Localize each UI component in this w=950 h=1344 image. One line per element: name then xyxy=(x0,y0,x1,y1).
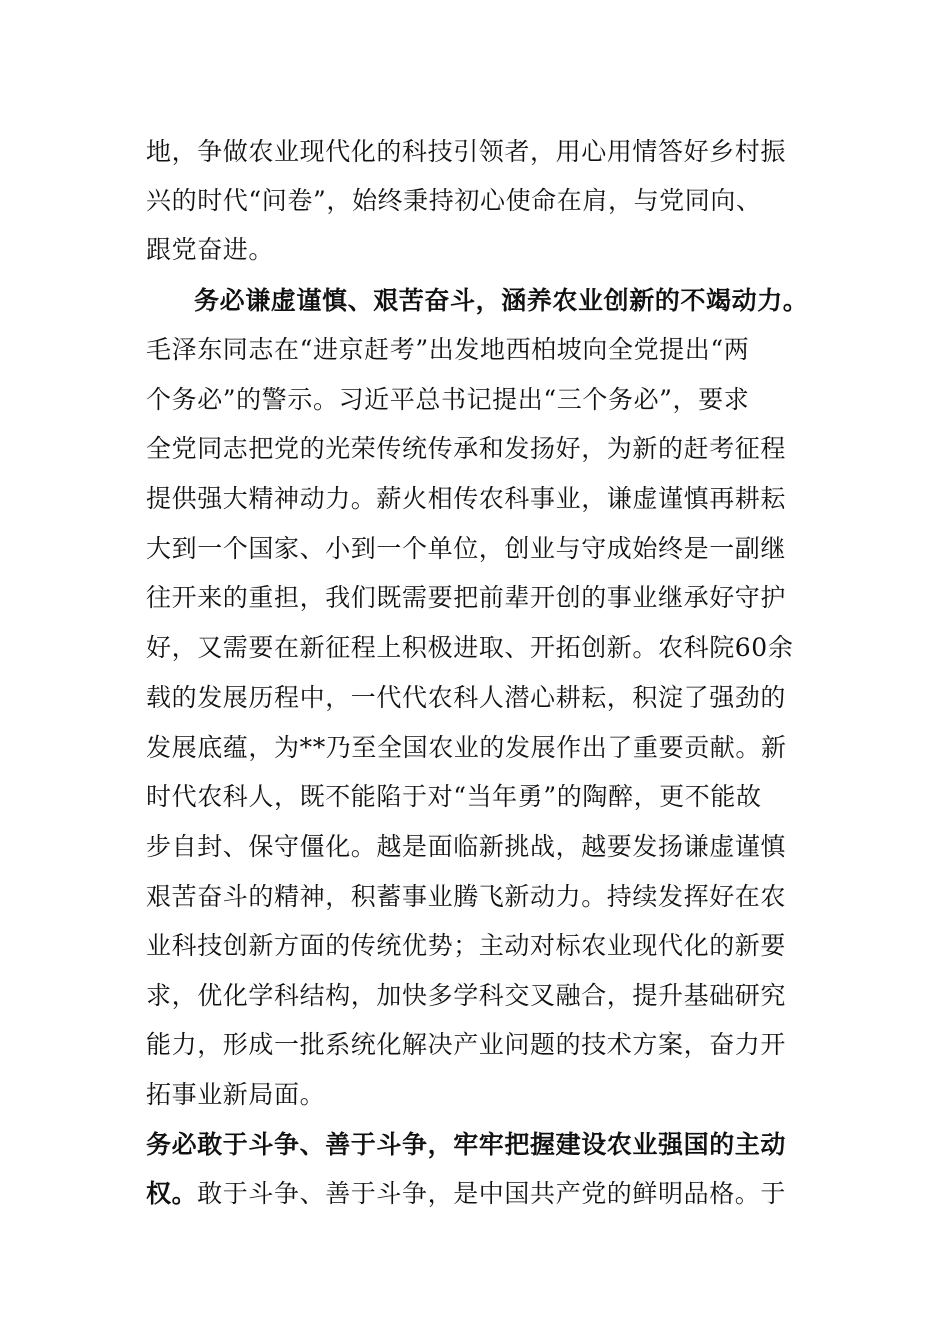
line-continuation: 敢于斗争、善于斗争，是中国共产党的鲜明品格。于 xyxy=(197,1179,787,1208)
text-line: 兴的时代“问卷”，始终秉持初心使命在肩，与党同向、 xyxy=(146,186,762,215)
text-line: 毛泽东同志在“进京赶考”出发地西柏坡向全党提出“两 xyxy=(146,335,750,364)
text-line: 提供强大精神动力。薪火相传农科事业，谦虚谨慎再耕耘 xyxy=(146,484,787,513)
text-line: 时代农科人，既不能陷于对“当年勇”的陶醉，更不能故 xyxy=(146,782,762,811)
text-line: 艰苦奋斗的精神，积蓄事业腾飞新动力。持续发挥好在农 xyxy=(146,882,787,911)
text-line: 求，优化学科结构，加快多学科交叉融合，提升基础研究 xyxy=(146,981,787,1010)
text-line: 能力，形成一批系统化解决产业问题的技术方案，奋力开 xyxy=(146,1030,787,1059)
text-line: 好，又需要在新征程上积极进取、开拓创新。农科院60余 xyxy=(146,633,794,662)
section-heading: 务必谦虚谨慎、艰苦奋斗，涵养农业创新的不竭动力。 xyxy=(194,286,809,315)
section-heading: 务必敢于斗争、善于斗争，牢牢把握建设农业强国的主动 xyxy=(146,1130,787,1159)
text-line xyxy=(146,1174,836,1214)
text-line: 往开来的重担，我们既需要把前辈开创的事业继承好守护 xyxy=(146,583,787,612)
text-line: 大到一个国家、小到一个单位，创业与守成始终是一副继 xyxy=(146,534,787,563)
text-line: 发展底蕴，为**乃至全国农业的发展作出了重要贡献。新 xyxy=(146,733,787,762)
text-line: 业科技创新方面的传统优势；主动对标农业现代化的新要 xyxy=(146,931,787,960)
text-line: 步自封、保守僵化。越是面临新挑战，越要发扬谦虚谨慎 xyxy=(146,832,787,861)
text-line: 跟党奋进。 xyxy=(146,235,275,264)
text-line: 拓事业新局面。 xyxy=(146,1080,326,1109)
text-line: 个务必”的警示。习近平总书记提出“三个务必”，要求 xyxy=(146,385,750,414)
text-line: 载的发展历程中，一代代农科人潜心耕耘，积淀了强劲的 xyxy=(146,683,787,712)
heading-ending: 权。 xyxy=(146,1179,198,1208)
text-line: 地，争做农业现代化的科技引领者，用心用情答好乡村振 xyxy=(146,137,787,166)
text-line: 全党同志把党的光荣传统传承和发扬好，为新的赶考征程 xyxy=(146,434,787,463)
